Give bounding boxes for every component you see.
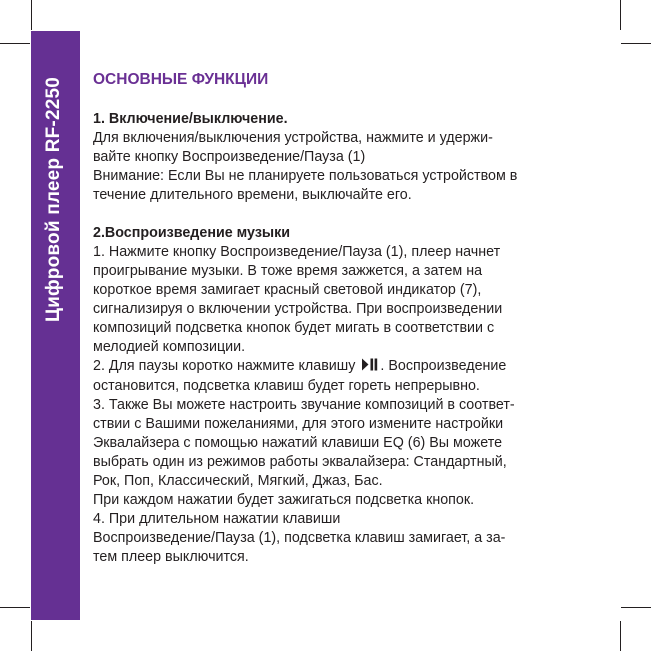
crop-mark-top-left-h	[0, 43, 30, 44]
section-music	[93, 224, 588, 567]
crop-mark-top-right-v	[620, 0, 621, 30]
crop-mark-top-left-v	[31, 0, 32, 30]
music-text-segment: . Воспроизведение	[380, 358, 507, 374]
music-text-line: выбрать один из режимов работы эквалайзера: Стандартный,	[93, 454, 507, 470]
power-text-line: Для включения/выключения устройства, нажмите и удержи-	[93, 130, 493, 146]
crop-mark-bottom-right-h	[621, 607, 651, 608]
music-text-line: 4. При длительном нажатии клавиши	[93, 511, 341, 527]
music-text-line: 3. Также Вы можете настроить звучание композиций в соответ-	[93, 397, 515, 413]
play-pause-icon	[361, 358, 378, 377]
music-text-line: При каждом нажатии будет зажигаться подсветка кнопок.	[93, 492, 475, 508]
music-text-segment: 2. Для паузы коротко нажмите клавишу	[93, 358, 356, 374]
section-power	[93, 110, 588, 205]
music-text-line: Эквалайзера с помощью нажатий клавиши EQ (6) Вы можете	[93, 435, 503, 451]
music-text-line: проигрывание музыки. В тоже время зажжется, а затем на	[93, 263, 483, 279]
page-heading: ОСНОВНЫЕ ФУНКЦИИ	[93, 71, 269, 88]
section-power-title: 1. Включение/выключение.	[93, 111, 288, 127]
music-text-line: Воспроизведение/Пауза (1), подсветка клавиш замигает, а за-	[93, 530, 506, 546]
crop-mark-bottom-right-v	[620, 621, 621, 651]
music-text-line: сигнализируя о включении устройства. При воспроизведении	[93, 301, 503, 317]
music-text-line: ствии с Вашими пожеланиями, для этого измените настройки	[93, 416, 504, 432]
crop-mark-top-right-h	[621, 43, 651, 44]
section-spacer	[93, 205, 588, 224]
music-text-line: композиций подсветка кнопок будет мигать в соответствии с	[93, 320, 495, 336]
music-text-line: мелодией композиции.	[93, 339, 246, 355]
music-text-line: тем плеер выключится.	[93, 549, 249, 565]
power-text-line: Внимание: Если Вы не планируете пользоваться устройством в	[93, 168, 518, 184]
music-text-line: 1. Нажмите кнопку Воспроизведение/Пауза (1), плеер начнет	[93, 244, 501, 260]
side-title: Цифровой плеер RF-2250	[43, 76, 64, 322]
crop-mark-bottom-left-v	[31, 621, 32, 651]
crop-mark-bottom-left-h	[0, 607, 30, 608]
power-text-line: течение длительного времени, выключайте его.	[93, 187, 412, 203]
page-content	[93, 70, 588, 567]
music-text-line: Рок, Поп, Классический, Мягкий, Джаз, Бас.	[93, 473, 383, 489]
music-text-line: остановится, подсветка клавиш будет гореть непрерывно.	[93, 378, 480, 394]
music-text-line: короткое время замигает красный световой индикатор (7),	[93, 282, 482, 298]
music-text-line-with-icon	[93, 357, 588, 377]
power-text-line: вайте кнопку Воспроизведение/Пауза (1)	[93, 149, 366, 165]
section-music-title: 2.Воспроизведение музыки	[93, 225, 291, 241]
